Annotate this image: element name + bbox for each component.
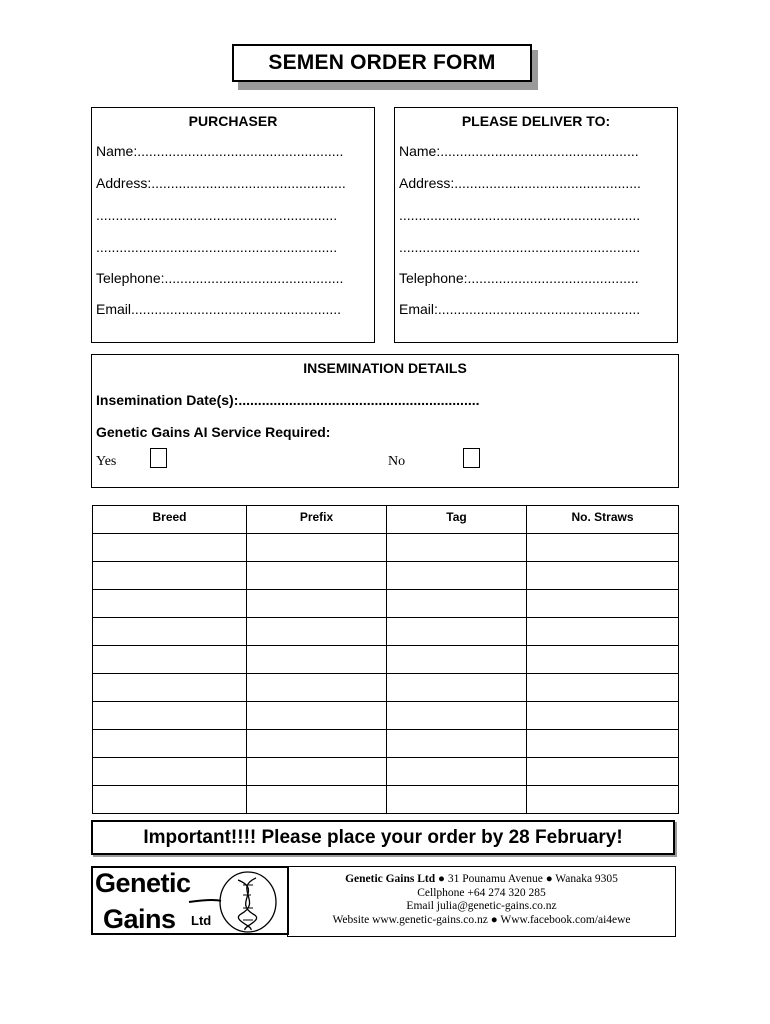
contact-email-link[interactable]: Email julia@genetic-gains.co.nz bbox=[406, 900, 557, 912]
tag-cell[interactable] bbox=[387, 646, 527, 674]
contact-cellphone: Cellphone +64 274 320 285 bbox=[417, 886, 546, 899]
breed-cell[interactable] bbox=[93, 786, 247, 814]
straws-cell[interactable] bbox=[527, 786, 679, 814]
straws-cell[interactable] bbox=[527, 674, 679, 702]
breed-cell[interactable] bbox=[93, 562, 247, 590]
prefix-cell[interactable] bbox=[247, 590, 387, 618]
logo-word-genetic: Genetic bbox=[95, 868, 191, 898]
purchaser-name-field[interactable]: Name:..................................................... bbox=[96, 143, 344, 159]
purchaser-section bbox=[91, 107, 375, 343]
company-address: ● 31 Pounamu Avenue ● Wanaka 9305 bbox=[435, 873, 618, 885]
deliver-heading: PLEASE DELIVER TO: bbox=[461, 113, 611, 129]
tag-cell[interactable] bbox=[387, 590, 527, 618]
straws-cell[interactable] bbox=[527, 590, 679, 618]
tag-cell[interactable] bbox=[387, 786, 527, 814]
page-title: SEMEN ORDER FORM bbox=[232, 44, 532, 82]
straws-cell[interactable] bbox=[527, 646, 679, 674]
straws-cell[interactable] bbox=[527, 758, 679, 786]
tag-column-header: Tag bbox=[387, 506, 527, 534]
straws-cell[interactable] bbox=[527, 618, 679, 646]
prefix-cell[interactable] bbox=[247, 674, 387, 702]
deliver-name-field[interactable]: Name:................................................... bbox=[399, 143, 639, 159]
table-row bbox=[93, 562, 679, 590]
no-label: No bbox=[388, 454, 406, 469]
deliver-address-line3[interactable]: .............................................................. bbox=[399, 239, 641, 255]
straws-cell[interactable] bbox=[527, 730, 679, 758]
purchaser-address-line3[interactable]: .............................................................. bbox=[96, 239, 338, 255]
purchaser-address-line2[interactable]: .............................................................. bbox=[96, 207, 338, 223]
prefix-cell[interactable] bbox=[247, 730, 387, 758]
insemination-date-field[interactable]: Insemination Date(s):.............................................................. bbox=[96, 392, 480, 408]
straws-column-header: No. Straws bbox=[527, 506, 679, 534]
prefix-cell[interactable] bbox=[247, 702, 387, 730]
order-table bbox=[92, 505, 679, 814]
tag-cell[interactable] bbox=[387, 730, 527, 758]
breed-cell[interactable] bbox=[93, 590, 247, 618]
breed-cell[interactable] bbox=[93, 674, 247, 702]
important-notice: Important!!!! Please place your order by 28 February! bbox=[91, 820, 675, 855]
tag-cell[interactable] bbox=[387, 702, 527, 730]
contact-address-line bbox=[288, 873, 675, 887]
breed-cell[interactable] bbox=[93, 646, 247, 674]
deliver-telephone-field[interactable]: Telephone:............................................ bbox=[399, 270, 639, 286]
table-row bbox=[93, 590, 679, 618]
yes-checkbox[interactable] bbox=[150, 448, 167, 468]
table-body bbox=[93, 534, 679, 814]
deliver-address-field[interactable]: Address:................................................ bbox=[399, 175, 641, 191]
table-row bbox=[93, 618, 679, 646]
table-row bbox=[93, 730, 679, 758]
prefix-cell[interactable] bbox=[247, 758, 387, 786]
genetic-gains-logo bbox=[91, 866, 289, 935]
tag-cell[interactable] bbox=[387, 618, 527, 646]
table-row bbox=[93, 758, 679, 786]
deliver-email-field[interactable]: Email:.................................................... bbox=[399, 301, 641, 317]
straws-cell[interactable] bbox=[527, 562, 679, 590]
purchaser-telephone-field[interactable]: Telephone:.............................................. bbox=[96, 270, 344, 286]
prefix-cell[interactable] bbox=[247, 618, 387, 646]
purchaser-address-field[interactable]: Address:.................................................. bbox=[96, 175, 346, 191]
breed-cell[interactable] bbox=[93, 730, 247, 758]
prefix-cell[interactable] bbox=[247, 562, 387, 590]
contact-details bbox=[287, 866, 676, 937]
table-row bbox=[93, 646, 679, 674]
company-name: Genetic Gains Ltd bbox=[345, 873, 436, 885]
breed-cell[interactable] bbox=[93, 758, 247, 786]
insemination-heading: INSEMINATION DETAILS bbox=[303, 360, 467, 376]
breed-cell[interactable] bbox=[93, 534, 247, 562]
prefix-column-header: Prefix bbox=[247, 506, 387, 534]
prefix-cell[interactable] bbox=[247, 786, 387, 814]
logo-word-gains: Gains bbox=[103, 904, 176, 934]
yes-label: Yes bbox=[96, 454, 117, 469]
service-required-label: Genetic Gains AI Service Required: bbox=[96, 424, 331, 440]
no-checkbox[interactable] bbox=[463, 448, 480, 468]
breed-column-header: Breed bbox=[93, 506, 247, 534]
table-row bbox=[93, 786, 679, 814]
prefix-cell[interactable] bbox=[247, 534, 387, 562]
table-header-row bbox=[93, 506, 679, 534]
straws-cell[interactable] bbox=[527, 702, 679, 730]
breed-cell[interactable] bbox=[93, 618, 247, 646]
contact-website-link[interactable]: Website www.genetic-gains.co.nz ● Www.facebook.com/ai4ewe bbox=[332, 913, 631, 926]
purchaser-email-field[interactable]: Email...................................................... bbox=[96, 301, 342, 317]
straws-cell[interactable] bbox=[527, 534, 679, 562]
prefix-cell[interactable] bbox=[247, 646, 387, 674]
table-row bbox=[93, 534, 679, 562]
insemination-section bbox=[91, 354, 679, 488]
tag-cell[interactable] bbox=[387, 674, 527, 702]
tag-cell[interactable] bbox=[387, 562, 527, 590]
breed-cell[interactable] bbox=[93, 702, 247, 730]
tag-cell[interactable] bbox=[387, 534, 527, 562]
tag-cell[interactable] bbox=[387, 758, 527, 786]
deliver-address-line2[interactable]: .............................................................. bbox=[399, 207, 641, 223]
logo-suffix-ltd: Ltd bbox=[191, 913, 212, 928]
table-row bbox=[93, 702, 679, 730]
table-row bbox=[93, 674, 679, 702]
purchaser-heading: PURCHASER bbox=[188, 113, 278, 129]
deliver-section bbox=[394, 107, 678, 343]
